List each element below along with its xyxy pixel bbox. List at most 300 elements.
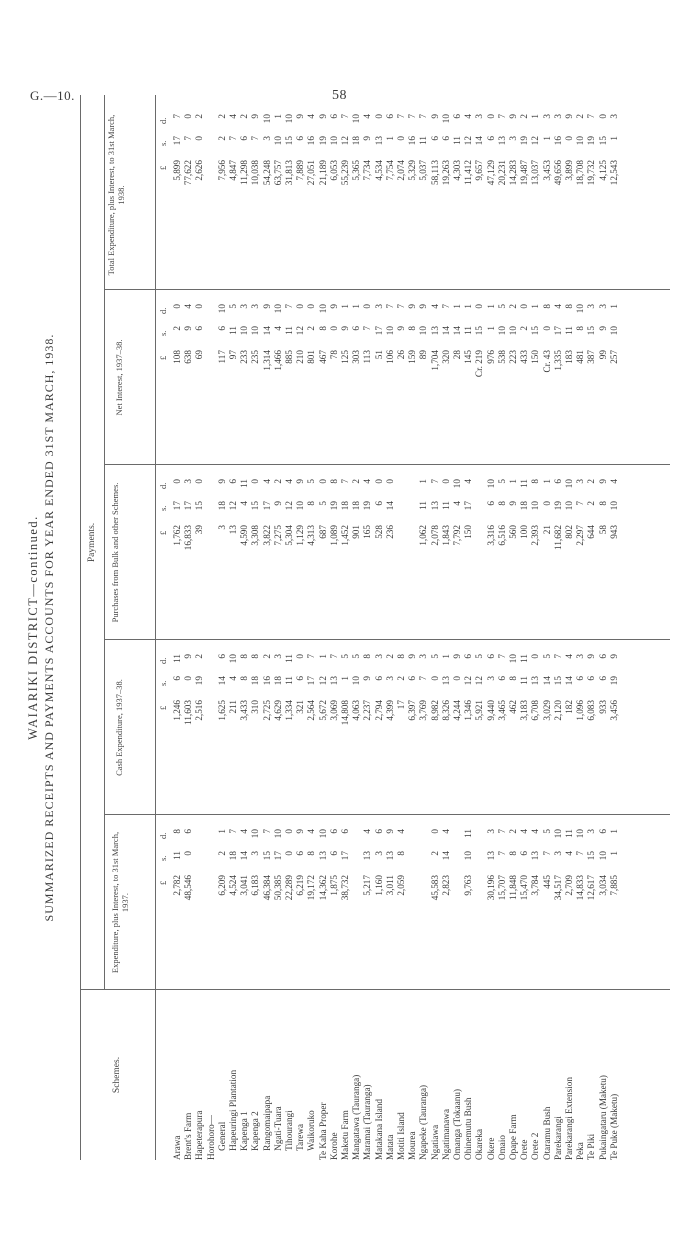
pounds-value: 3,899	[564, 160, 574, 181]
pence-value: 9	[183, 654, 194, 659]
pounds-value: 45,583	[429, 875, 440, 901]
pence-value: 4	[530, 829, 541, 834]
scheme-name: Tihourangi	[284, 1110, 294, 1160]
scheme-name: Te Puke (Maketu)	[608, 1093, 619, 1160]
col-header-total-expenditure: Total Expenditure, plus Interest, to 31st March, 1938.	[106, 114, 126, 276]
shillings-value: 7	[183, 136, 194, 141]
pence-value: 2	[519, 114, 530, 119]
col-header-net-interest: Net Interest, 1937–38.	[114, 339, 124, 416]
pounds-value: 1,843	[440, 525, 451, 546]
pounds-value: 1,062	[418, 525, 429, 546]
pounds-value: 4,125	[597, 160, 608, 181]
pence-value: 2	[351, 479, 362, 484]
pounds-value: 2,794	[373, 700, 384, 721]
pence-value: 6	[452, 114, 462, 119]
pounds-value: 150	[463, 525, 474, 539]
pounds-value: 4,590	[239, 525, 250, 546]
shillings-value: 19	[552, 501, 563, 511]
pence-value: 9	[564, 114, 574, 119]
page-number: 58	[332, 88, 347, 103]
scheme-name: Parekarangi	[552, 1116, 563, 1160]
shillings-value: 18	[351, 136, 362, 146]
shillings-value: 17	[340, 851, 350, 861]
pounds-value: 113	[362, 350, 373, 364]
pounds-value: 145	[463, 350, 474, 364]
shillings-value: 10	[384, 326, 395, 336]
shillings-value: 6	[429, 136, 440, 141]
pence-value: 5	[351, 654, 362, 659]
shillings-value: 9	[508, 501, 518, 506]
pence-value: 9	[586, 654, 597, 659]
pence-value: 7	[396, 304, 406, 309]
pounds-value: 11,412	[463, 160, 474, 185]
shillings-value: 3	[261, 136, 272, 141]
pounds-value: 11,603	[183, 700, 194, 725]
pounds-value: 2,059	[396, 875, 406, 896]
scheme-name: Parekarangi Extension	[564, 1077, 574, 1160]
pence-value: 3	[373, 304, 384, 309]
pence-value: 9	[261, 304, 272, 309]
pounds-value: 901	[351, 525, 362, 539]
pounds-value: 11,682	[552, 525, 563, 550]
pounds-value: 7,734	[362, 160, 373, 181]
shillings-value: 14	[261, 326, 272, 336]
pence-value: 10	[317, 829, 328, 839]
pounds-value: 1,129	[295, 525, 306, 546]
pence-value: 7	[340, 479, 350, 484]
pounds-value: 2,564	[306, 700, 317, 721]
pounds-value: 50,385	[272, 875, 283, 901]
pounds-value: 445	[541, 875, 552, 889]
pence-value: 9	[407, 304, 418, 309]
shillings-value: 7	[541, 851, 552, 856]
pence-value: 0	[373, 479, 384, 484]
pounds-value: 644	[586, 525, 597, 539]
scheme-name: Brent's Farm	[183, 1112, 194, 1160]
shillings-value: 8	[306, 851, 317, 856]
table-row	[586, 95, 597, 1160]
pence-value: 4	[306, 114, 317, 119]
unit-label: d.	[158, 482, 168, 489]
unit-label: £	[158, 165, 168, 170]
pence-value: 1	[440, 654, 451, 659]
shillings-value: 3	[384, 676, 395, 681]
shillings-value: 1	[541, 136, 552, 141]
pence-value: 4	[284, 479, 294, 484]
pence-value: 6	[463, 654, 474, 659]
pence-value: 4	[362, 829, 373, 834]
shillings-value: 14	[440, 326, 451, 336]
shillings-value: 18	[351, 501, 362, 511]
shillings-value: 19	[362, 501, 373, 511]
pence-value: 0	[194, 304, 205, 309]
shillings-value: 17	[172, 501, 182, 511]
shillings-value: 14	[474, 136, 485, 146]
pence-value: 4	[239, 829, 250, 834]
shillings-value: 11	[418, 136, 429, 145]
pence-value: 8	[530, 479, 541, 484]
pence-value: 1	[608, 304, 619, 309]
pence-value: 9	[295, 829, 306, 834]
pounds-value: 58,113	[429, 160, 440, 185]
pence-value: 3	[418, 654, 429, 659]
scheme-name: Arawa	[172, 1135, 182, 1160]
pence-value: 10	[284, 114, 294, 124]
shillings-value: 7	[418, 676, 429, 681]
shillings-value: 8	[306, 501, 317, 506]
shillings-value: 6	[295, 851, 306, 856]
scheme-name: Maramai (Tauranga)	[362, 1084, 373, 1160]
table-row	[217, 95, 228, 1160]
pounds-value: 165	[362, 525, 373, 539]
pounds-value: 8,326	[440, 700, 451, 721]
shillings-value: 14	[384, 501, 395, 511]
unit-label: £	[158, 705, 168, 710]
table-row	[575, 95, 586, 1160]
pence-value: 0	[440, 479, 451, 484]
pence-value: 4	[306, 829, 317, 834]
shillings-value: 14	[564, 676, 574, 686]
shillings-value: 0	[541, 501, 552, 506]
pounds-value: 5,672	[317, 700, 328, 721]
pounds-value: 14,808	[340, 700, 350, 726]
shillings-value: 17	[261, 501, 272, 511]
shillings-value: 6	[328, 851, 339, 856]
pence-value: 7	[586, 114, 597, 119]
table-row	[228, 95, 239, 1160]
pounds-value: 2,782	[172, 875, 182, 896]
pence-value: 6	[485, 654, 496, 659]
pounds-value: 210	[295, 350, 306, 364]
pence-value: 6	[597, 654, 608, 659]
shillings-value: 8	[239, 676, 250, 681]
pounds-value: 182	[564, 700, 574, 714]
pounds-value: 6,708	[530, 700, 541, 721]
shillings-value: 12	[530, 136, 541, 146]
pence-value: 6	[384, 114, 395, 119]
pounds-value: 15,707	[496, 875, 507, 901]
pounds-value: 5,217	[362, 875, 373, 896]
pounds-value: 2,237	[362, 700, 373, 721]
table-row	[385, 95, 396, 1160]
shillings-value: 10	[250, 326, 261, 336]
shillings-value: 11	[172, 851, 182, 860]
shillings-value: 6	[440, 136, 451, 141]
pounds-value: 802	[564, 525, 574, 539]
pounds-value: 4,524	[228, 875, 238, 896]
shillings-value: 10	[530, 501, 541, 511]
pence-value: 4	[261, 479, 272, 484]
shillings-value: 3	[373, 851, 384, 856]
pence-value: 7	[496, 654, 507, 659]
shillings-value: 17	[306, 676, 317, 686]
pence-value: 11	[519, 654, 530, 663]
unit-label: d.	[158, 657, 168, 664]
pence-value: 6	[340, 829, 350, 834]
pence-value: 0	[373, 114, 384, 119]
unit-label: s.	[158, 855, 168, 861]
pounds-value: 12,617	[586, 875, 597, 901]
shillings-value: 6	[239, 136, 250, 141]
pounds-value: 433	[519, 350, 530, 364]
shillings-value: 6	[519, 851, 530, 856]
pounds-value: 14,283	[508, 160, 518, 186]
pence-value: 11	[239, 479, 250, 488]
pounds-value: 560	[508, 525, 518, 539]
pounds-value: 3,465	[496, 700, 507, 721]
pence-value: 3	[608, 114, 619, 119]
pounds-value: 5,921	[474, 700, 485, 721]
pounds-value: 3	[216, 525, 227, 530]
shillings-value: 13	[317, 851, 328, 861]
shillings-value: 10	[239, 326, 250, 336]
table-row	[407, 95, 418, 1160]
pounds-value: 801	[306, 350, 317, 364]
shillings-value: 13	[530, 851, 541, 861]
pence-value: 3	[183, 479, 194, 484]
scheme-name: Orete	[519, 1139, 530, 1160]
pounds-value: 7,956	[216, 160, 227, 181]
pounds-value: 4,063	[351, 700, 362, 721]
shillings-value: 18	[228, 851, 238, 861]
pence-value: 2	[194, 654, 205, 659]
pence-value: 10	[261, 114, 272, 124]
table-row	[183, 95, 194, 1160]
shillings-value: 17	[272, 851, 283, 861]
pence-value: 2	[586, 479, 597, 484]
scheme-name: Maketu Farm	[340, 1110, 350, 1160]
shillings-value: 0	[564, 136, 574, 141]
payments-header: Payments.	[87, 522, 97, 563]
pence-value: 0	[530, 654, 541, 659]
pounds-value: 2,393	[530, 525, 541, 546]
shillings-value: 2	[172, 326, 182, 331]
pence-value: 10	[250, 829, 261, 839]
pence-value: 11	[463, 829, 474, 838]
pounds-value: 69	[194, 350, 205, 360]
pence-value: 10	[485, 479, 496, 489]
table-row	[564, 95, 575, 1160]
pence-value: 1	[485, 304, 496, 309]
pounds-value: 3,029	[541, 700, 552, 721]
shillings-value: 10	[575, 136, 586, 146]
pounds-value: 18,708	[575, 160, 586, 186]
shillings-value: 14	[239, 851, 250, 861]
shillings-value: 13	[328, 676, 339, 686]
pence-value: 3	[597, 304, 608, 309]
shillings-value: 0	[396, 136, 406, 141]
scheme-name: Opape Farm	[508, 1114, 518, 1160]
pence-value: 4	[228, 114, 238, 119]
pence-value: 4	[564, 654, 574, 659]
shillings-value: 9	[272, 501, 283, 506]
pounds-value: 6,083	[586, 700, 597, 721]
scheme-name: Te Kaha Proper	[317, 1102, 328, 1160]
pence-value: 10	[317, 304, 328, 314]
pounds-value: 39	[194, 525, 205, 535]
shillings-value: 10	[508, 326, 518, 336]
pence-value: 3	[373, 654, 384, 659]
pence-value: 0	[295, 654, 306, 659]
pounds-value: 6,053	[328, 160, 339, 181]
shillings-value: 11	[284, 676, 294, 685]
pounds-value: 17	[396, 700, 406, 710]
shillings-value: 17	[463, 501, 474, 511]
pence-value: 9	[250, 114, 261, 119]
pence-value: 1	[541, 479, 552, 484]
shillings-value: 3	[250, 851, 261, 856]
shillings-value: 8	[508, 676, 518, 681]
pence-value: 6	[373, 829, 384, 834]
pounds-value: 51	[373, 350, 384, 360]
pounds-value: 321	[295, 700, 306, 714]
shillings-value: 1	[340, 676, 350, 681]
pounds-value: 1,096	[575, 700, 586, 721]
pounds-value: 10,038	[250, 160, 261, 186]
pence-value: 1	[418, 479, 429, 484]
pounds-value: 19,732	[586, 160, 597, 186]
shillings-value: 19	[519, 136, 530, 146]
table-row	[474, 95, 485, 1160]
pence-value: 7	[496, 114, 507, 119]
pence-value: 10	[440, 114, 451, 124]
table-row	[273, 95, 284, 1160]
shillings-value: 0	[328, 326, 339, 331]
shillings-value: 19	[586, 136, 597, 146]
pence-value: 0	[317, 479, 328, 484]
shillings-value: 9	[362, 136, 373, 141]
pence-value: 1	[452, 304, 462, 309]
rotated-table-page	[0, 95, 700, 1160]
pence-value: 7	[172, 114, 182, 119]
pence-value: 4	[429, 304, 440, 309]
pence-value: 6	[597, 829, 608, 834]
shillings-value: 1	[485, 326, 496, 331]
shillings-value: 11	[519, 676, 530, 685]
table-row	[351, 95, 362, 1160]
pounds-value: 3,822	[261, 525, 272, 546]
table-row	[329, 95, 340, 1160]
pence-value: 3	[485, 829, 496, 834]
pence-value: 3	[552, 114, 563, 119]
pounds-value: 6,397	[407, 700, 418, 721]
pounds-value: 233	[239, 350, 250, 364]
table-row	[396, 95, 407, 1160]
shillings-value: 19	[328, 501, 339, 511]
shillings-value: 9	[396, 326, 406, 331]
pence-value: 9	[317, 114, 328, 119]
pounds-value: 2,516	[194, 700, 205, 721]
shillings-value: 10	[496, 326, 507, 336]
top-rule	[80, 95, 81, 1160]
pounds-value: 2,120	[552, 700, 563, 721]
pounds-value: 100	[519, 525, 530, 539]
pounds-value: 4,399	[384, 700, 395, 721]
pence-value: 7	[440, 304, 451, 309]
table-row	[306, 95, 317, 1160]
pence-value: 5	[228, 304, 238, 309]
shillings-value: 15	[586, 326, 597, 336]
pence-value: 9	[608, 654, 619, 659]
shillings-value: 12	[463, 136, 474, 146]
shillings-value: 7	[575, 501, 586, 506]
pounds-value: 3,183	[519, 700, 530, 721]
shillings-value: 6	[485, 501, 496, 506]
shillings-value: 2	[306, 326, 317, 331]
pounds-value: 19,172	[306, 875, 317, 901]
shillings-value: 8	[396, 851, 406, 856]
shillings-value: 6	[295, 676, 306, 681]
scheme-name: Ngapeke (Tauranga)	[418, 1084, 429, 1160]
pounds-value: 31,813	[284, 160, 294, 186]
pence-value: 2	[216, 114, 227, 119]
pence-value: 8	[362, 654, 373, 659]
pounds-value: 77,622	[183, 160, 194, 186]
pounds-value: 38,732	[340, 875, 350, 901]
pounds-value: 13	[228, 525, 238, 535]
shillings-value: 6	[295, 136, 306, 141]
pence-value: 7	[407, 114, 418, 119]
pence-value: 3	[474, 114, 485, 119]
pence-value: 5	[496, 479, 507, 484]
pounds-value: 4,244	[452, 700, 462, 721]
pence-value: 5	[496, 304, 507, 309]
shillings-value: 3	[508, 136, 518, 141]
unit-label: s.	[158, 140, 168, 146]
scheme-name: Otaramu Bush	[541, 1106, 552, 1160]
shillings-value: 16	[261, 676, 272, 686]
pounds-value: 27,051	[306, 160, 317, 186]
scheme-name: Korohe	[328, 1132, 339, 1160]
scheme-name: Orete 2	[530, 1132, 541, 1160]
pounds-value: 46,384	[261, 875, 272, 901]
pounds-value: 1,246	[172, 700, 182, 721]
scheme-name: Ngatimanawa	[440, 1108, 451, 1160]
pounds-value: 13,037	[530, 160, 541, 186]
shillings-value: 10	[564, 501, 574, 511]
pounds-value: 1,334	[284, 700, 294, 721]
shillings-value: 10	[328, 136, 339, 146]
table-row	[318, 95, 329, 1160]
shillings-value: 13	[496, 136, 507, 146]
pounds-value: 4,313	[306, 525, 317, 546]
pounds-value: 97	[228, 350, 238, 360]
pence-value: 2	[384, 654, 395, 659]
pounds-value: 6,516	[496, 525, 507, 546]
pounds-value: 183	[564, 350, 574, 364]
pence-value: 4	[519, 829, 530, 834]
scheme-name: Horohoro—	[205, 1115, 216, 1160]
pounds-value: 63,757	[272, 160, 283, 186]
pence-value: 7	[228, 829, 238, 834]
pence-value: 10	[272, 304, 283, 314]
table-row	[430, 95, 441, 1160]
pence-value: 3	[586, 829, 597, 834]
scheme-name: Peka	[575, 1142, 586, 1160]
shillings-value: 7	[362, 326, 373, 331]
pounds-value: 1,466	[272, 350, 283, 371]
shillings-value: 9	[362, 676, 373, 681]
pence-value: 3	[239, 304, 250, 309]
pence-value: 5	[340, 654, 350, 659]
pounds-value: 19,487	[519, 160, 530, 186]
pence-value: 7	[328, 654, 339, 659]
pence-value: 0	[250, 479, 261, 484]
pence-value: 8	[541, 304, 552, 309]
shillings-value: 12	[284, 501, 294, 511]
unit-label: s.	[158, 330, 168, 336]
pence-value: 10	[552, 829, 563, 839]
